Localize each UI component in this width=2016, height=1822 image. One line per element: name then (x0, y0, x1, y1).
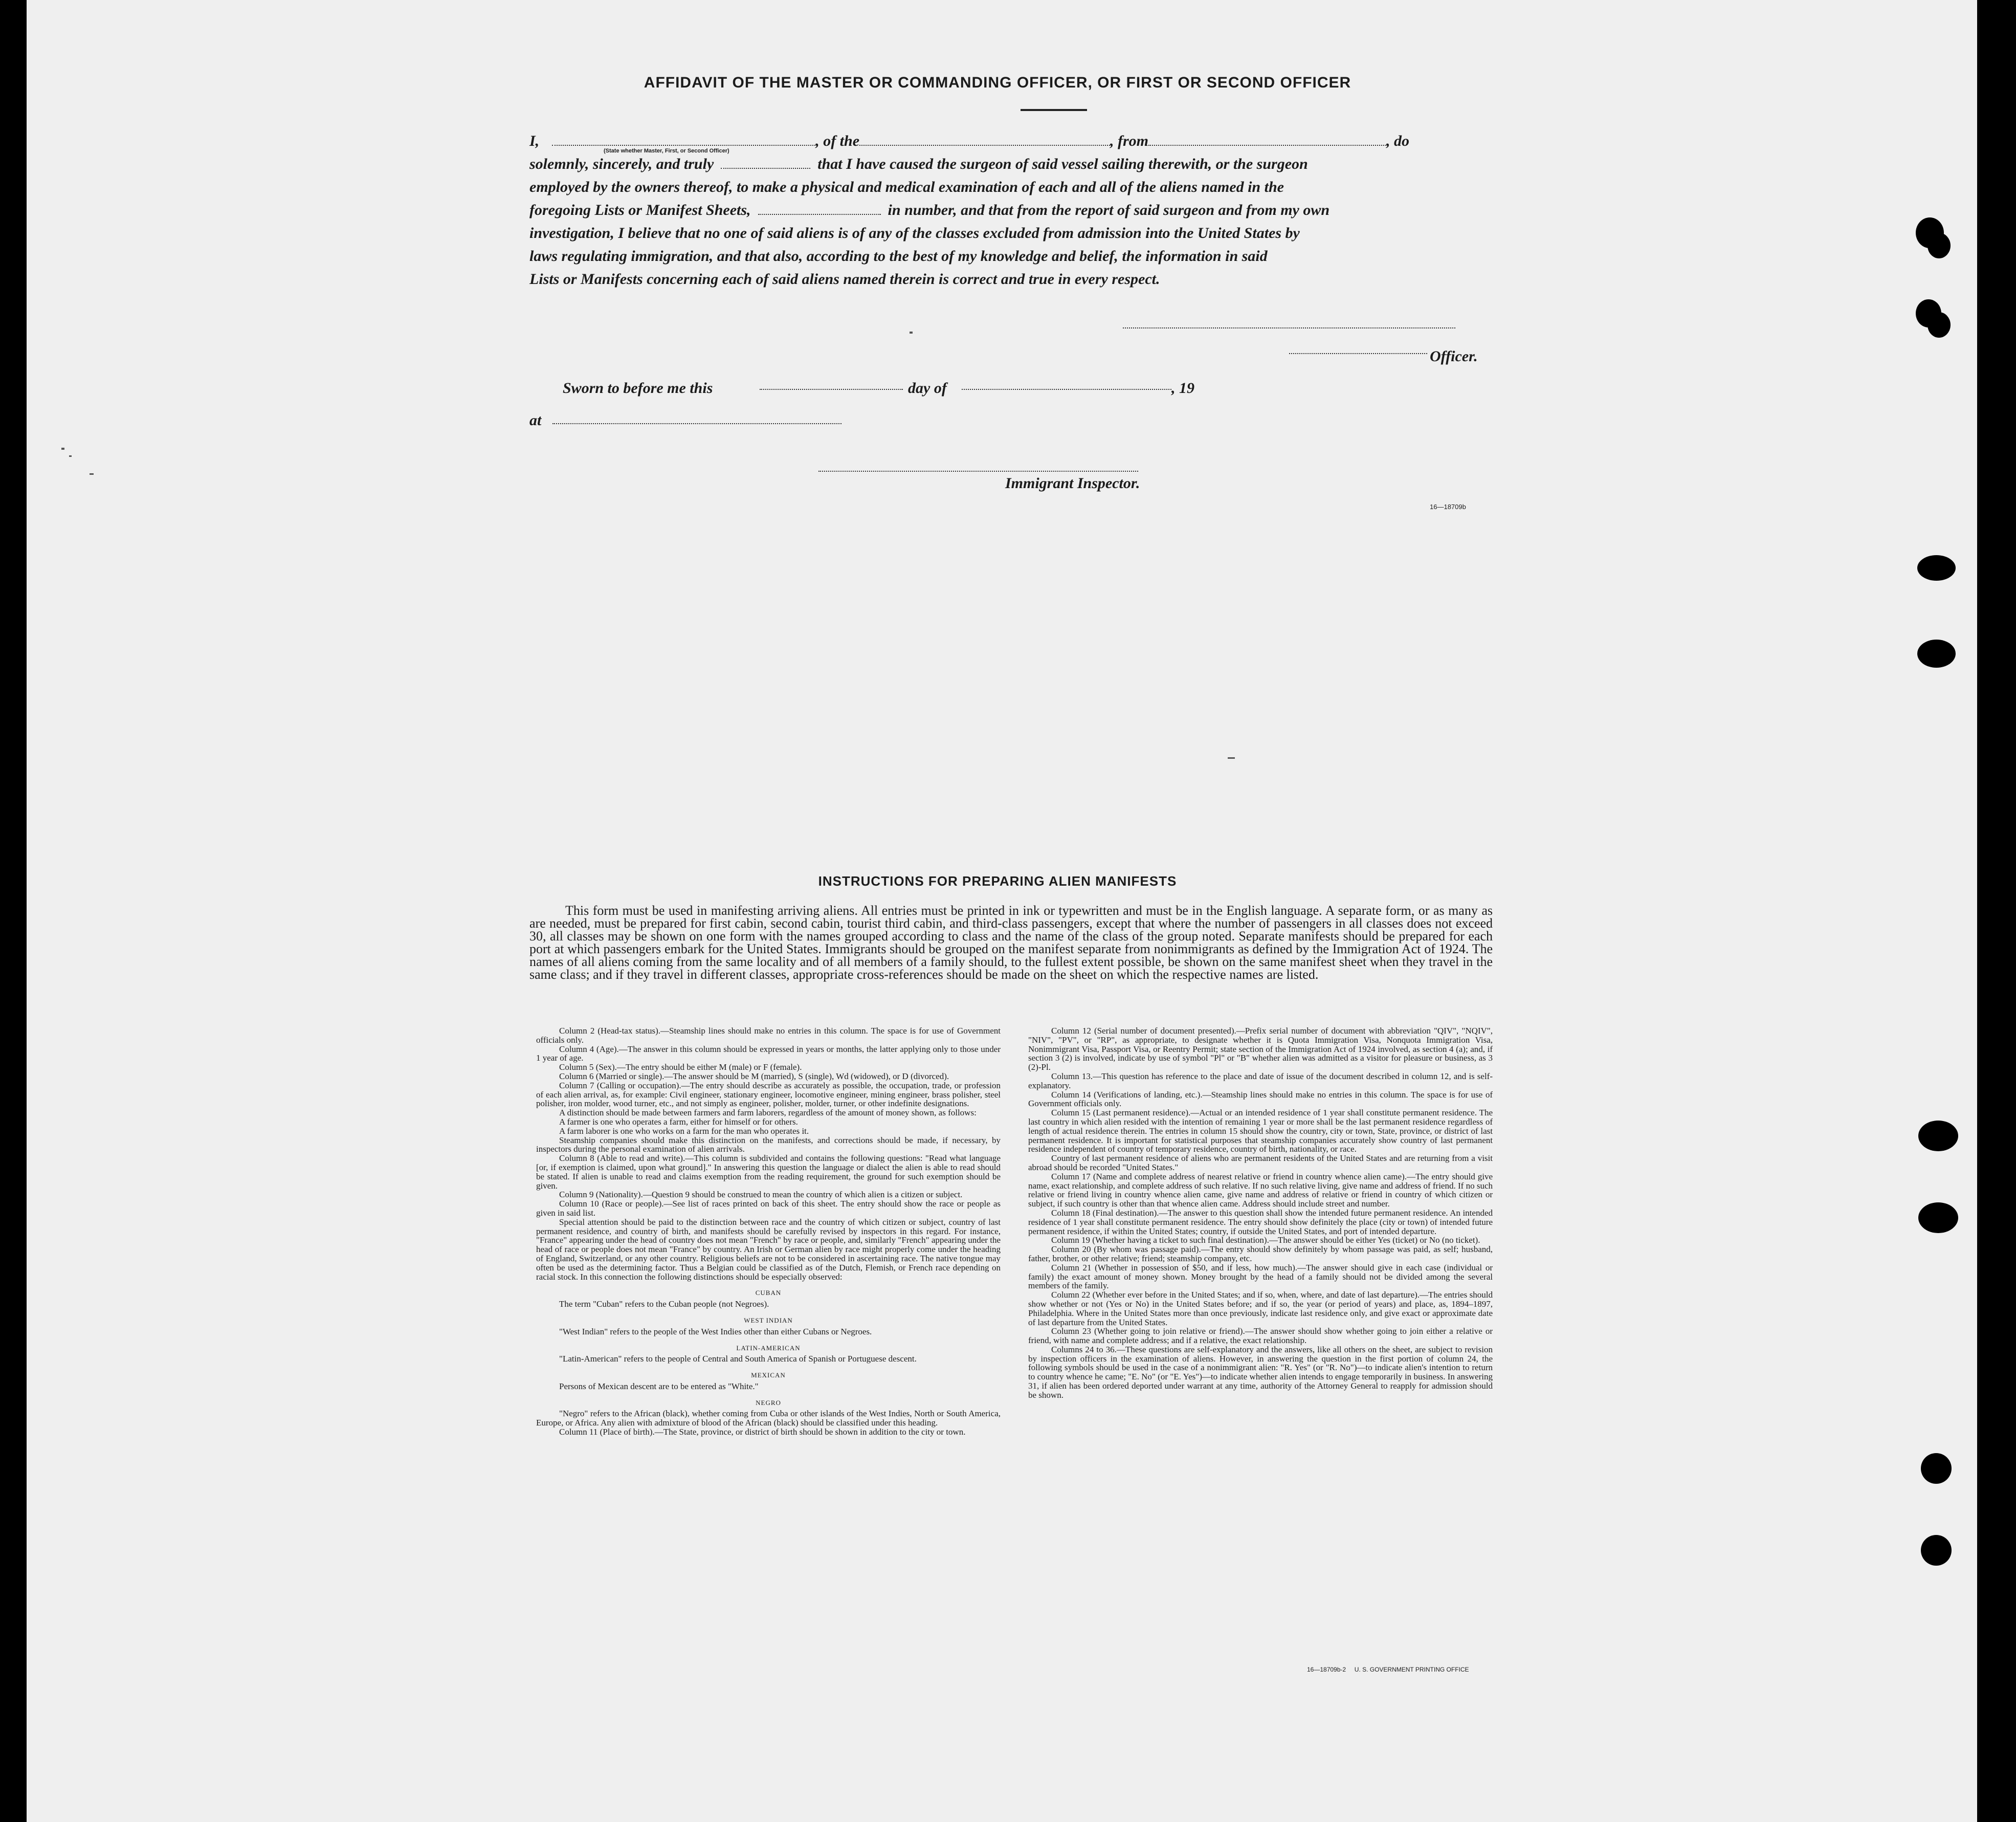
instr-col15: Column 15 (Last permanent residence).—Actual or an intended residence of 1 year shall constitute permanent residence. The last country in which alien resided with the intention of remaining 1 year or more shall be the last permanent residence regardless of length of actual residence therein. The entries in column 15 should show the country, city or town, State, province, or district of last permanent residence. It is important for statistical purposes that steamship companies accurately show country of last permanent residence independent of country of temporary residence, country of birth, nationality, or race. (1028, 1108, 1493, 1154)
instr-col12: Column 12 (Serial number of document presented).—Prefix serial number of document with abbreviation "QIV", "NQIV", "NIV", "PV", or "RP", as appropriate, to designate whether it is Quota Immigration Visa, Nonquota Immigration Visa, Nonimmigrant Visa, Passport Visa, or Reentry Permit; state section of the Immigration Act of 1924 involved, as section 4 (a); and, if section 3 (2) is involved, indicate by use of symbol "Pl" or "B" whether alien was admitted as a visitor for pleasure or business, as 3 (2)-Pl. (1028, 1026, 1493, 1072)
instructions-right-column (1028, 1026, 1493, 1669)
instr-col9: Column 9 (Nationality).—Question 9 should be construed to mean the country of which alien is a citizen or subject. (559, 1190, 963, 1200)
instr-col10: Column 10 (Race or people).—See list of races printed on back of this sheet. The entry should show the race or people as given in said list. (536, 1199, 1001, 1218)
punch-hole (1918, 1202, 1958, 1233)
instr-col7: Column 7 (Calling or occupation).—The entry should describe as accurately as possible, the occupation, trade, or profession of each alien arrival, as, for example: Civil engineer, stationary engineer, locomotive engineer, mining engineer, brass polisher, steel polisher, iron molder, wood turner, etc., and not simply as engineer, polisher, molder, turner, or other indefinite designations. (536, 1080, 1001, 1109)
instr-mexican: Persons of Mexican descent are to be entered as "White." (559, 1381, 759, 1391)
sworn-day-field[interactable] (760, 389, 903, 390)
punch-hole (1918, 1121, 1958, 1151)
sworn-place-field[interactable] (552, 423, 841, 424)
instr-col8: Column 8 (Able to read and write).—This column is subdivided and contains the following questions: "Read what language [or, if exemption is claimed, upon what ground]." In answering this question the language or dialect the alien is able to read should be stated. If alien is unable to read and claims exemption from the reading requirement, the ground for such exemption should be given. (536, 1153, 1001, 1191)
title-rule (1021, 109, 1087, 111)
affidavit-title: AFFIDAVIT OF THE MASTER OR COMMANDING OFFICER, OR FIRST OR SECOND OFFICER (644, 74, 1352, 91)
sworn-label: Sworn to before me this (563, 380, 713, 397)
heading-mexican: MEXICAN (751, 1371, 786, 1379)
affidavit-line-3: employed by the owners thereof, to make a physical and medical examination of each and all of the aliens named in the (529, 179, 1284, 195)
instr-negro: "Negro" refers to the African (black), whether coming from Cuba or other islands of the West Indies, North or South America, Europe, or Africa. Any alien with admixture of blood of the African (black) should be classified under this heading. (536, 1409, 1001, 1428)
instr-farmer-def: A farmer is one who operates a farm, either for himself or for others. (559, 1116, 798, 1127)
affidavit-line-2: solemnly, sincerely, and truly that I have caused the surgeon of said vessel sailing therewith, or the surgeon (529, 152, 1491, 175)
instr-col23: Column 23 (Whether going to join relative or friend).—The answer should show whether going to join either a relative or friend, with name and complete address; and if a relative, the exact relationship. (1028, 1326, 1493, 1346)
instr-col22: Column 22 (Whether ever before in the United States; and if so, when, where, and date of last departure).—The entries should show whether or not (Yes or No) in the United States before; and if so, the year (or period of years) and place, as, 1894–1897, Philadelphia. Where in the United States more than once previously, indicate last residence only, and give exact or approximate date of last departure from the United States. (1028, 1290, 1493, 1327)
instr-col2: Column 2 (Head-tax status).—Steamship lines should make no entries in this column. The space is for use of Government officials only. (536, 1026, 1001, 1045)
printing-office-footer: 16—18709b-2 U. S. GOVERNMENT PRINTING OFFICE (1307, 1666, 1469, 1673)
instr-col19: Column 19 (Whether having a ticket to such final destination).—The answer should be either Yes (ticket) or No (no ticket). (1051, 1235, 1480, 1245)
day-of-label: day of (908, 380, 947, 397)
punch-hole (1928, 233, 1951, 258)
punch-hole (1921, 1535, 1952, 1566)
punch-hole (1917, 555, 1956, 581)
heading-cuban: CUBAN (755, 1289, 782, 1297)
instr-col4: Column 4 (Age).—The answer in this column should be expressed in years or months, the latter applying only to those under 1 year of age. (536, 1044, 1001, 1063)
instr-col11: Column 11 (Place of birth).—The State, province, or district of birth should be shown in addition to the city or town. (559, 1427, 966, 1437)
officer-signature-line[interactable] (1123, 327, 1455, 328)
affidavit-line-4: foregoing Lists or Manifest Sheets, in number, and that from the report of said surgeon and from my own (529, 199, 1491, 222)
inspector-signature-line[interactable] (818, 471, 1138, 472)
officer-rank-note: (State whether Master, First, or Second Officer) (604, 148, 729, 154)
instr-returning-residents: Country of last permanent residence of aliens who are permanent residents of the United States and are returning from a visit abroad should be recorded "United States." (1028, 1153, 1493, 1172)
punch-hole (1921, 1453, 1952, 1484)
from-port-field[interactable] (1148, 130, 1386, 146)
sworn-manner-field[interactable] (721, 153, 810, 169)
punch-hole (1917, 640, 1956, 668)
heading-latin-american: LATIN-AMERICAN (736, 1344, 801, 1352)
affidavit-line-1: I, , of the , from , do (529, 129, 1491, 152)
instructions-left-column (536, 1026, 1001, 1666)
affidavit-line-5: investigation, I believe that no one of said aliens is of any of the classes excluded from admission into the United States by (529, 225, 1300, 242)
sworn-month-field[interactable] (962, 389, 1171, 390)
instr-col13: Column 13.—This question has reference to the place and date of issue of the document described in column 12, and is self-explanatory. (1028, 1071, 1493, 1090)
instr-col18: Column 18 (Final destination).—The answer to this question shall show the intended future permanent residence. An intended residence of 1 year shall constitute permanent residence. The entry should show definitely the place (city or town) of intended future permanent residence, if within the United States; country, if outside the United States, and port of intended departure. (1028, 1208, 1493, 1236)
officer-rank-field[interactable] (552, 130, 815, 146)
instr-col5: Column 5 (Sex).—The entry should be either M (male) or F (female). (559, 1062, 802, 1072)
instr-latin-american: "Latin-American" refers to the people of Central and South America of Spanish or Portuguese descent. (559, 1354, 917, 1364)
instr-col6: Column 6 (Married or single).—The answer should be M (married), S (single), Wd (widowed), or D (divorced). (559, 1071, 949, 1081)
affidavit-line-6: laws regulating immigration, and that also, according to the best of my knowledge and belief, the information in said (529, 248, 1268, 265)
at-label: at (529, 412, 542, 429)
punch-hole (1928, 312, 1951, 338)
vessel-name-field[interactable] (859, 130, 1110, 146)
instr-col24-36: Columns 24 to 36.—These questions are self-explanatory and the answers, like all others on the sheet, are subject to revision by inspection officers in the examination of aliens. However, in answering the question in the first portion of column 24, the following symbols should be used in the case of a nonimmigrant alien: "R. Yes" (or "R. No")—to indicate alien's intention to return to country whence he came; "E. No" (or "E. Yes")—to indicate whether alien intends to engage temporarily in business. In answering 31, if alien has been ordered deported under warrant at any time, authority of the Attorney General to reapply for admission should be shown. (1028, 1344, 1493, 1400)
heading-west-indian: WEST INDIAN (744, 1316, 793, 1324)
ink-speck (90, 473, 94, 475)
instructions-title: INSTRUCTIONS FOR PREPARING ALIEN MANIFESTS (818, 873, 1177, 889)
instr-farm-laborer-def: A farm laborer is one who works on a farm for the man who operates it. (559, 1126, 809, 1136)
instr-west-indian: "West Indian" refers to the people of the West Indies other than either Cubans or Negroes. (559, 1326, 872, 1336)
officer-title-line[interactable] (1289, 353, 1427, 354)
instr-race-note: Special attention should be paid to the distinction between race and the country of which citizen or subject, country of last permanent residence, and country of birth, and manifests should be carefully revised by inspectors in this regard. For instance, "France" appearing under the head of country does not mean "French" by race or people, and, similarly "French" appearing under the head of race or people does not mean "France" by country. An Irish or German alien by race might properly come under the heading of England, Switzerland, or any other country. Religious beliefs are not to be considered in ascertaining race. The native tongue may often be used as the determining factor. Thus a Belgian could be classified as of the Dutch, Flemish, or French race depending on racial stock. In this connection the following distinctions should be especially observed: (536, 1217, 1001, 1282)
ink-speck (61, 448, 64, 450)
ink-speck (1228, 757, 1235, 759)
instr-steamship: Steamship companies should make this distinction on the manifests, and corrections should be made, if necessary, by inspectors during the personal examination of alien arrivals. (536, 1135, 1001, 1154)
instructions-intro: This form must be used in manifesting arriving aliens. All entries must be printed in ink or typewritten and must be in the English language. A separate form, or as many as are needed, must be prepared for first cabin, second cabin, tourist third cabin, and third-class passengers, except that where the number of passengers in all classes does not exceed 30, all classes may be shown on one form with the names grouped according to class and the name of the class of the group noted. Separate manifests should be prepared for each port at which passengers embark for the United States. Immigrants should be grouped on the manifest separate from nonimmigrants as defined by the Immigration Act of 1924. The names of all aliens coming from the same locality and of all members of a family should, to the fullest extent possible, be shown on the same manifest sheet when they travel in the same class; and if they travel in different classes, appropriate cross-references should be made on the sheet on which the respective names are listed. (529, 903, 1493, 982)
instr-col20: Column 20 (By whom was passage paid).—The entry should show definitely by whom passage was paid, as self; husband, father, brother, or other relative; friend; steamship company, etc. (1028, 1244, 1493, 1263)
officer-label: Officer. (1430, 348, 1478, 365)
heading-negro: NEGRO (756, 1398, 781, 1407)
instr-col21: Column 21 (Whether in possession of $50, and if less, how much).—The answer should give in each case (individual or family) the exact amount of money shown. Money brought by the head of a family should not be divided among the several members of the family. (1028, 1262, 1493, 1291)
ink-speck (910, 332, 913, 334)
affidavit-line-7: Lists or Manifests concerning each of said aliens named therein is correct and true in every respect. (529, 271, 1160, 288)
instr-col17: Column 17 (Name and complete address of nearest relative or friend in country whence alien came).—The entry should give name, exact relationship, and complete address of such relative. If no such relative living, give name and address of friend. If no such relative or friend living in country whence alien came, give name and address of relative or friend in country of which citizen or subject, if such country is other than that whence alien came. Address should include street and number. (1028, 1171, 1493, 1209)
ink-speck (69, 455, 72, 457)
form-number: 16—18709b (1430, 503, 1466, 511)
sheet-count-field[interactable] (758, 200, 881, 215)
instr-col14: Column 14 (Verifications of landing, etc.).—Steamship lines should make no entries in this column. The space is for use of Government officials only. (1028, 1089, 1493, 1109)
instr-farmers: A distinction should be made between farmers and farm laborers, regardless of the amount of money shown, as follows: (559, 1108, 977, 1118)
instr-cuban: The term "Cuban" refers to the Cuban people (not Negroes). (559, 1299, 769, 1309)
year-label: , 19 (1171, 380, 1194, 397)
inspector-label: Immigrant Inspector. (1005, 475, 1140, 492)
